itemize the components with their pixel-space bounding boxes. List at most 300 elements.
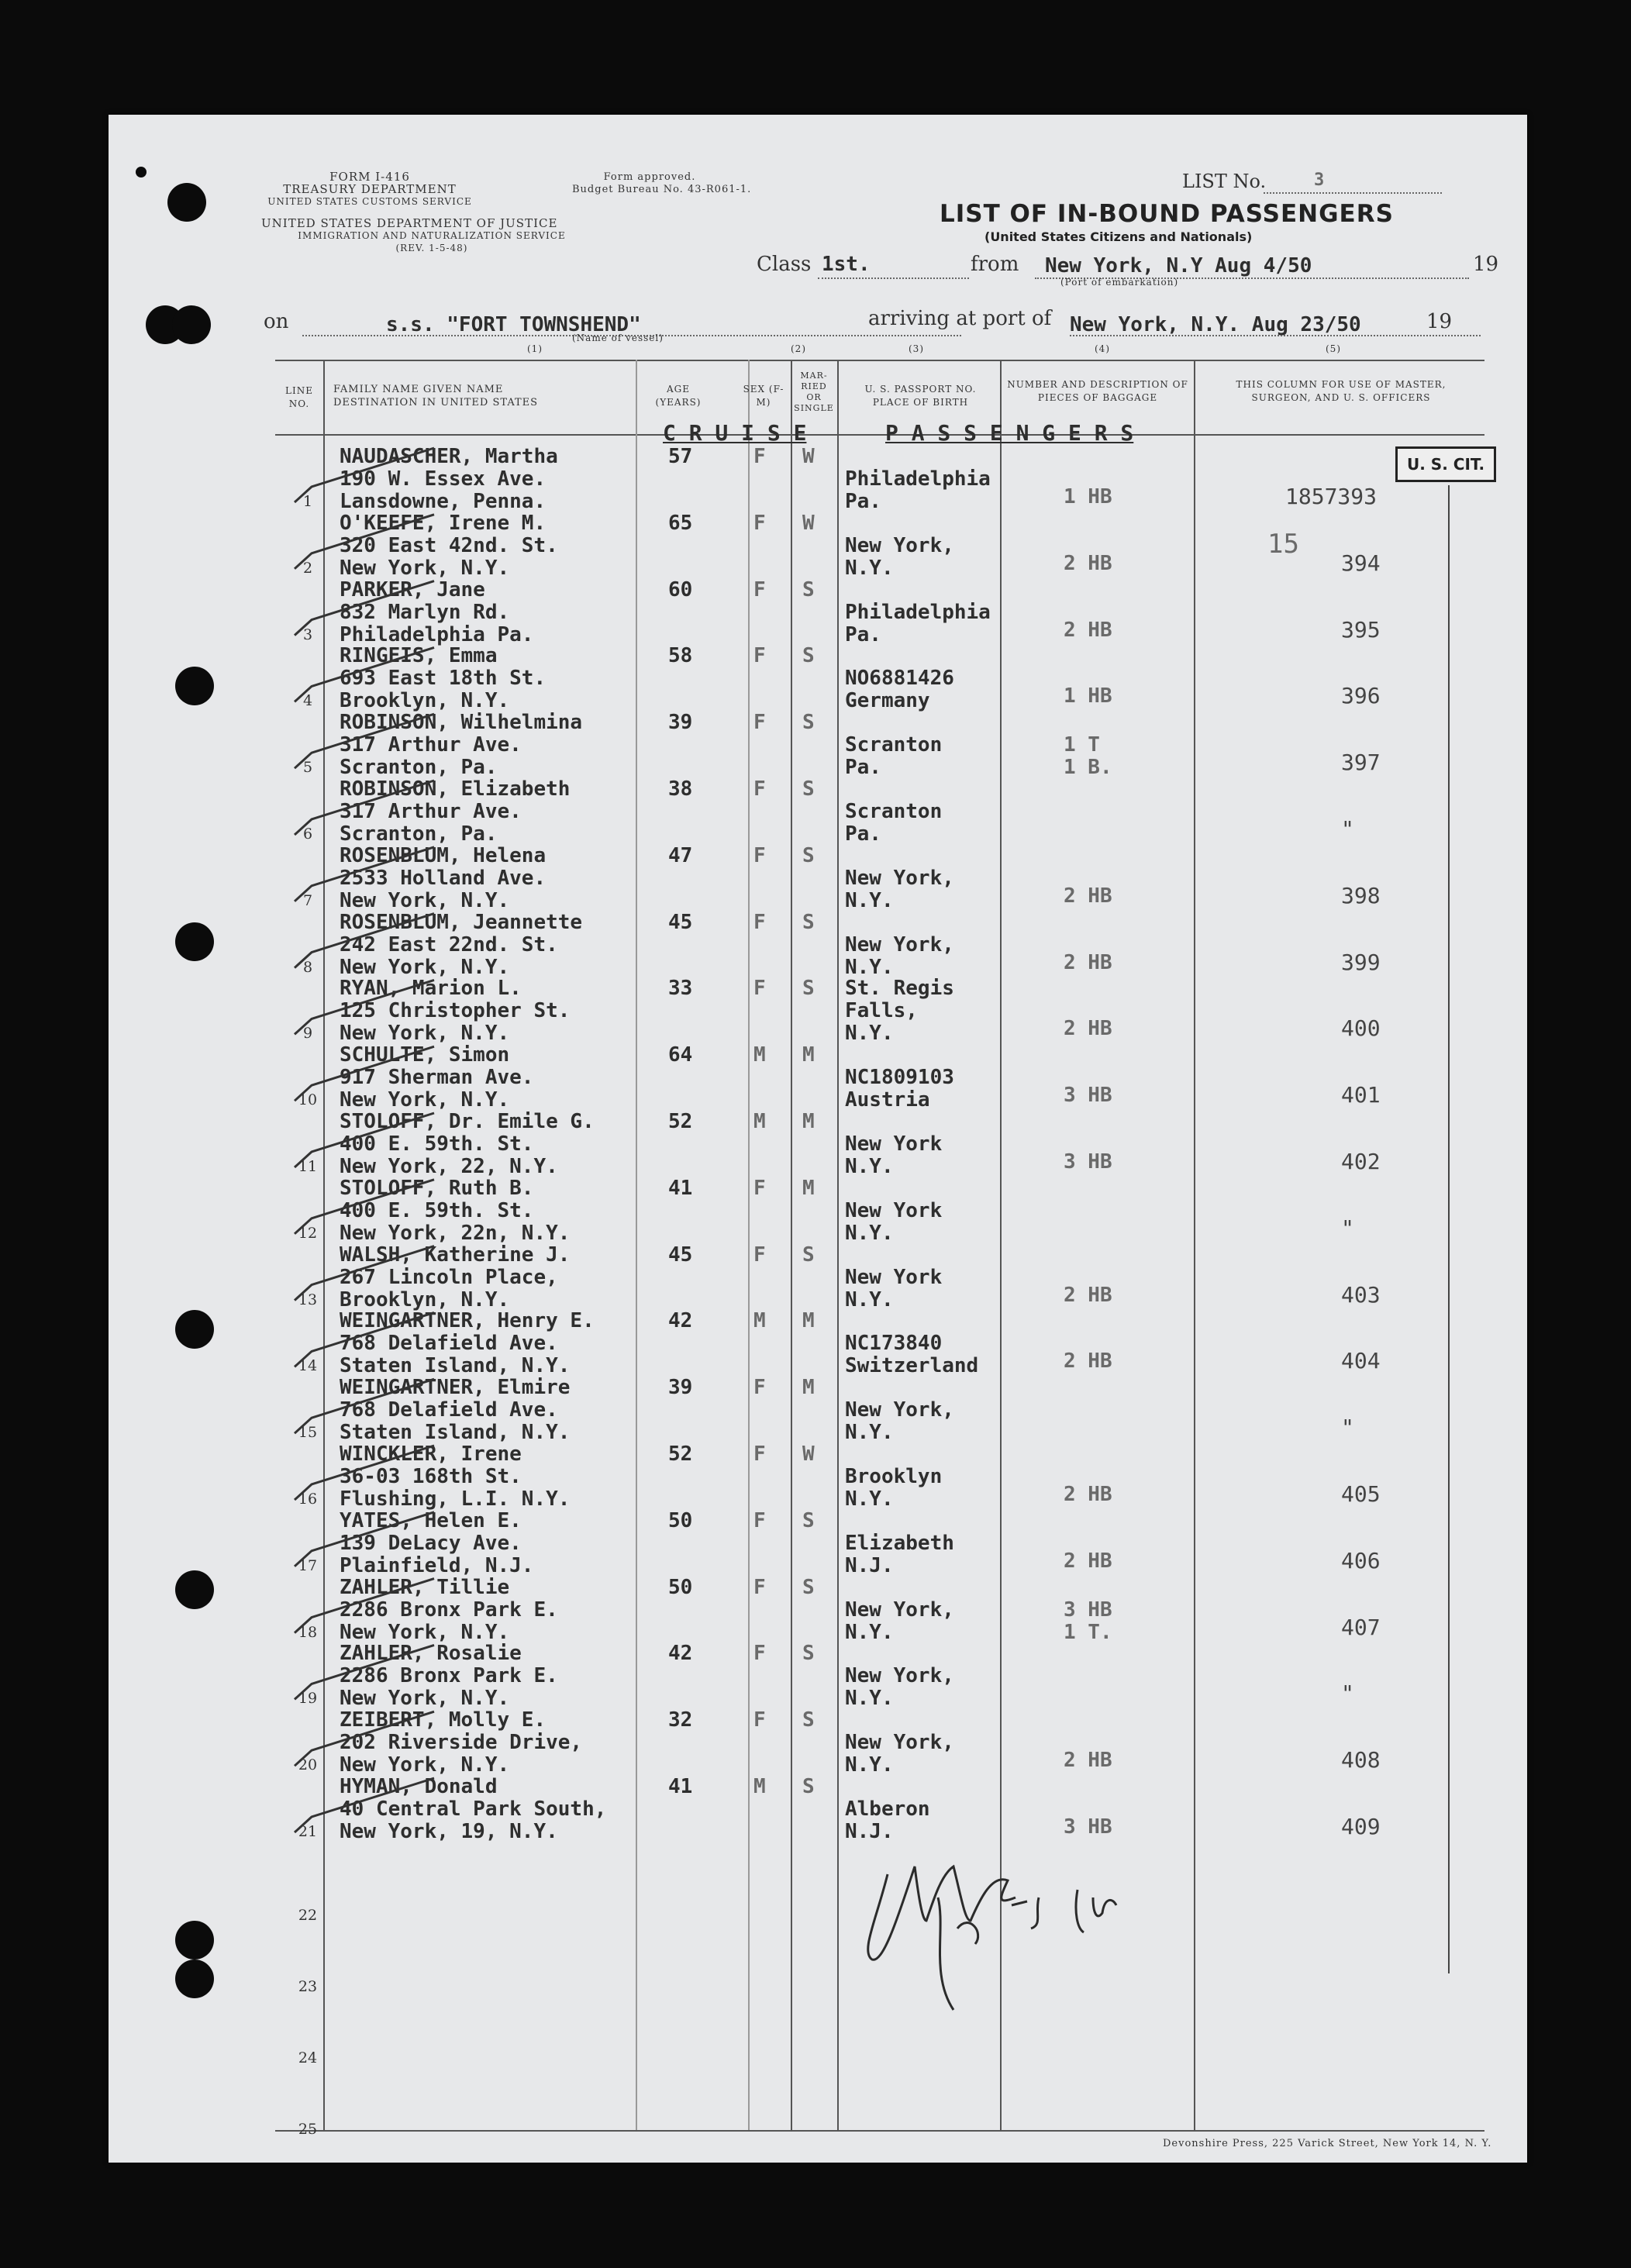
passport-or-birthplace-1: New York, — [845, 932, 954, 956]
passenger-address-2: Staten Island, N.Y. — [340, 1421, 571, 1445]
check-mark — [295, 647, 434, 701]
passport-or-birthplace-2: N.Y. — [845, 1421, 894, 1445]
check-mark — [295, 1113, 434, 1167]
banner-cruise: C R U I S E — [663, 420, 807, 446]
passenger-name: WEINGARTNER, Henry E. — [340, 1309, 595, 1333]
document-subtitle: (United States Citizens and Nationals) — [984, 229, 1253, 244]
passenger-address-2: New York, N.Y. — [340, 888, 510, 912]
baggage-1: 1 T — [1064, 733, 1100, 757]
passenger-address-1: 202 Riverside Drive, — [340, 1731, 583, 1755]
passport-or-birthplace-1: Scranton — [845, 733, 943, 757]
officer-number: 1857393 — [1285, 484, 1378, 509]
baggage-1: 3 HB — [1064, 1150, 1112, 1174]
vessel-caption: (Name of vessel) — [572, 333, 664, 343]
passenger-sex: F — [753, 644, 766, 668]
passenger-address-2: New York, 22, N.Y. — [340, 1155, 558, 1178]
col-married: MAR-RIED OR SINGLE — [794, 371, 834, 413]
check-mark — [295, 1379, 434, 1433]
passenger-sex: M — [753, 1309, 766, 1333]
check-mark — [295, 1512, 434, 1567]
line-number: 17 — [298, 1556, 318, 1574]
passenger-age: 42 — [668, 1309, 693, 1333]
baggage-1: 2 HB — [1064, 1283, 1112, 1307]
approval-2: Budget Bureau No. 43-R061-1. — [572, 184, 752, 195]
check-mark — [295, 1778, 434, 1832]
baggage-2: 1 T. — [1064, 1620, 1112, 1644]
line-number: 9 — [302, 1025, 313, 1043]
passenger-address-1: 36-03 168th St. — [340, 1465, 522, 1488]
passenger-address-1: 317 Arthur Ave. — [340, 733, 522, 757]
baggage-1: 2 HB — [1064, 1349, 1112, 1374]
passenger-sex: F — [753, 511, 766, 535]
line-number: 12 — [298, 1224, 318, 1242]
passenger-age: 42 — [668, 1642, 693, 1666]
passport-or-birthplace-1: New York — [845, 1265, 943, 1289]
passport-or-birthplace-1: NC173840 — [845, 1332, 943, 1356]
check-mark — [295, 1446, 434, 1500]
passenger-address-1: 267 Lincoln Place, — [340, 1265, 558, 1289]
passenger-sex: M — [753, 1043, 766, 1067]
passport-or-birthplace-1: Scranton — [845, 800, 943, 823]
passenger-name: YATES, Helen E. — [340, 1508, 522, 1532]
passport-or-birthplace-2: Austria — [845, 1088, 930, 1112]
passenger-name: PARKER, Jane — [340, 577, 485, 601]
passenger-marital: S — [802, 910, 815, 934]
year-prefix-1: 19 — [1473, 253, 1499, 276]
passport-or-birthplace-1: NC1809103 — [845, 1066, 954, 1090]
passport-or-birthplace-1: New York, — [845, 1398, 954, 1422]
ins-service: IMMIGRATION AND NATURALIZATION SERVICE — [298, 230, 566, 241]
passenger-age: 32 — [668, 1708, 693, 1732]
binder-hole — [167, 183, 206, 222]
passenger-name: WEINGARTNER, Elmire — [340, 1376, 571, 1400]
binder-hole — [175, 1960, 214, 1998]
passenger-name: WINCKLER, Irene — [340, 1442, 522, 1466]
officer-number: 404 — [1341, 1348, 1381, 1374]
passenger-address-1: 400 E. 59th. St. — [340, 1132, 534, 1156]
passenger-address-2: New York, N.Y. — [340, 1022, 510, 1046]
passenger-name: ROBINSON, Elizabeth — [340, 777, 571, 801]
year-prefix-2: 19 — [1426, 310, 1453, 333]
passport-or-birthplace-1: St. Regis — [845, 977, 954, 1001]
passenger-age: 60 — [668, 577, 693, 601]
passenger-marital: W — [802, 511, 815, 535]
col-age: AGE (YEARS) — [655, 384, 702, 408]
form-number: FORM I-416 — [329, 170, 410, 184]
officer-number: " — [1341, 1680, 1354, 1707]
document-title: LIST OF IN-BOUND PASSENGERS — [940, 200, 1394, 228]
baggage-1: 2 HB — [1064, 1017, 1112, 1041]
passport-or-birthplace-1: New York, — [845, 533, 954, 557]
passenger-age: 45 — [668, 1243, 693, 1267]
passenger-marital: S — [802, 1775, 815, 1798]
passenger-marital: S — [802, 777, 815, 801]
customs-service: UNITED STATES CUSTOMS SERVICE — [267, 196, 472, 207]
line-number: 6 — [302, 826, 313, 843]
officer-number: 402 — [1341, 1149, 1381, 1174]
passenger-address-2: Lansdowne, Penna. — [340, 490, 547, 513]
line-number: 13 — [298, 1291, 318, 1308]
line-number: 8 — [302, 958, 313, 976]
line-number: 15 — [298, 1424, 318, 1442]
passport-or-birthplace-1: New York, — [845, 1731, 954, 1755]
officer-number: 405 — [1341, 1481, 1381, 1507]
check-mark — [295, 980, 434, 1034]
line-number: 3 — [302, 626, 313, 643]
passenger-name: ROSENBLUM, Helena — [340, 843, 547, 867]
officer-number: " — [1341, 1215, 1354, 1241]
baggage-1: 1 HB — [1064, 684, 1112, 708]
col-num-4: (4) — [1095, 343, 1110, 354]
check-mark — [295, 1711, 434, 1766]
passenger-age: 41 — [668, 1176, 693, 1200]
passport-or-birthplace-1: New York — [845, 1198, 943, 1222]
passport-or-birthplace-2: Pa. — [845, 822, 881, 846]
officer-number: 400 — [1341, 1015, 1381, 1042]
passenger-name: STOLOFF, Dr. Emile G. — [340, 1110, 595, 1133]
officer-number: 407 — [1341, 1614, 1381, 1640]
passenger-name: ZEIBERT, Molly E. — [340, 1708, 547, 1732]
passenger-address-1: 400 E. 59th. St. — [340, 1198, 534, 1222]
passenger-name: RINGEIS, Emma — [340, 644, 498, 668]
passport-or-birthplace-3: N.Y. — [845, 1022, 894, 1046]
passenger-age: 65 — [668, 511, 693, 535]
passenger-sex: F — [753, 1642, 766, 1666]
ink-overlay — [109, 115, 1527, 2163]
from-label: from — [971, 253, 1019, 276]
passenger-address-1: 139 DeLacy Ave. — [340, 1531, 522, 1555]
justice-dept: UNITED STATES DEPARTMENT OF JUSTICE — [261, 216, 558, 230]
passenger-address-2: New York, N.Y. — [340, 1088, 510, 1112]
passenger-sex: F — [753, 777, 766, 801]
line-number: 4 — [302, 692, 313, 710]
col-baggage: NUMBER AND DESCRIPTION OF PIECES OF BAGGAGE — [1007, 379, 1188, 403]
passport-or-birthplace-1: New York, — [845, 1598, 954, 1622]
col-num-1: (1) — [527, 343, 543, 354]
passenger-address-2: New York, N.Y. — [340, 1687, 510, 1711]
passenger-marital: S — [802, 1243, 815, 1267]
baggage-1: 2 HB — [1064, 618, 1112, 642]
passenger-address-2: Staten Island, N.Y. — [340, 1354, 571, 1378]
officer-number: 397 — [1341, 750, 1381, 776]
binder-hole-small — [136, 167, 147, 178]
binder-hole — [175, 1570, 214, 1609]
passenger-address-1: 317 Arthur Ave. — [340, 800, 522, 823]
col-passport: U. S. PASSPORT NO. PLACE OF BIRTH — [864, 384, 977, 408]
check-mark — [295, 781, 434, 835]
officer-number: 395 — [1341, 616, 1381, 643]
passport-or-birthplace-2: N.Y. — [845, 955, 894, 979]
line-number: 14 — [298, 1357, 318, 1375]
baggage-1: 2 HB — [1064, 1549, 1112, 1573]
passenger-marital: S — [802, 711, 815, 735]
passenger-address-1: 125 Christopher St. — [340, 999, 571, 1023]
passenger-marital: S — [802, 843, 815, 867]
passport-or-birthplace-1: NO6881426 — [845, 667, 954, 691]
passenger-sex: F — [753, 445, 766, 468]
baggage-1: 2 HB — [1064, 884, 1112, 908]
passport-or-birthplace-1: New York, — [845, 866, 954, 890]
list-value: 3 — [1314, 171, 1325, 190]
passenger-age: 41 — [668, 1775, 693, 1798]
passport-or-birthplace-2: N.Y. — [845, 1487, 894, 1511]
binder-hole — [175, 667, 214, 705]
printer-footer: Devonshire Press, 225 Varick Street, New York 14, N. Y. — [1163, 2138, 1492, 2149]
passenger-name: SCHULTE, Simon — [340, 1043, 510, 1067]
passenger-age: 39 — [668, 1376, 693, 1400]
passport-or-birthplace-2: Germany — [845, 689, 930, 713]
passenger-marital: S — [802, 577, 815, 601]
passport-or-birthplace-2: N.Y. — [845, 1620, 894, 1644]
passenger-sex: F — [753, 1176, 766, 1200]
passenger-sex: F — [753, 977, 766, 1001]
passenger-age: 52 — [668, 1442, 693, 1466]
class-value: 1st. — [822, 253, 871, 276]
official-signature — [868, 1866, 1116, 2010]
passenger-name: RYAN, Marion L. — [340, 977, 522, 1001]
port-embark-caption: (Port of embarkation) — [1060, 277, 1179, 288]
passport-or-birthplace-1: New York, — [845, 1664, 954, 1688]
passport-or-birthplace-2: N.J. — [845, 1553, 894, 1577]
approval-1: Form approved. — [603, 171, 696, 183]
passenger-marital: S — [802, 1575, 815, 1599]
col-num-3: (3) — [909, 343, 924, 354]
passport-or-birthplace-1: Philadelphia — [845, 600, 991, 624]
passenger-address-2: Flushing, L.I. N.Y. — [340, 1487, 571, 1511]
passenger-address-1: 832 Marlyn Rd. — [340, 600, 510, 624]
passenger-marital: M — [802, 1376, 815, 1400]
baggage-1: 2 HB — [1064, 1483, 1112, 1506]
binder-hole — [175, 1921, 214, 1960]
passenger-marital: W — [802, 1442, 815, 1466]
line-number: 2 — [302, 559, 313, 577]
baggage-1: 2 HB — [1064, 950, 1112, 974]
officer-number: 394 — [1341, 550, 1381, 576]
banner-passengers: P A S S E N G E R S — [885, 420, 1134, 446]
passenger-sex: F — [753, 577, 766, 601]
officer-number: " — [1341, 816, 1354, 842]
passenger-age: 47 — [668, 843, 693, 867]
officer-number: 399 — [1341, 949, 1381, 975]
passenger-marital: M — [802, 1043, 815, 1067]
passenger-address-1: 2533 Holland Ave. — [340, 866, 547, 890]
binder-hole — [172, 305, 211, 344]
passport-or-birthplace-2: Switzerland — [845, 1354, 979, 1378]
passenger-address-1: 40 Central Park South, — [340, 1798, 607, 1821]
line-number: 23 — [298, 1978, 318, 1995]
check-mark — [295, 448, 434, 502]
vessel-value: s.s. "FORT TOWNSHEND" — [386, 313, 641, 336]
passenger-name: O'KEEFE, Irene M. — [340, 511, 547, 535]
arrival-value: New York, N.Y. Aug 23/50 — [1070, 313, 1361, 336]
line-number: 11 — [298, 1158, 318, 1175]
passenger-marital: W — [802, 445, 815, 468]
col-num-5: (5) — [1326, 343, 1341, 354]
passenger-name: NAUDASCHER, Martha — [340, 445, 558, 468]
passenger-address-2: New York, N.Y. — [340, 1620, 510, 1644]
passenger-address-1: 242 East 22nd. St. — [340, 932, 558, 956]
passenger-name: STOLOFF, Ruth B. — [340, 1176, 534, 1200]
passenger-age: 50 — [668, 1508, 693, 1532]
passport-or-birthplace-1: Philadelphia — [845, 467, 991, 491]
col-sex: SEX (F-M) — [743, 384, 784, 408]
passenger-address-1: 693 East 18th St. — [340, 667, 547, 691]
check-mark — [295, 1246, 434, 1301]
line-number: 16 — [298, 1491, 318, 1508]
passenger-address-1: 2286 Bronx Park E. — [340, 1598, 558, 1622]
line-number: 7 — [302, 891, 313, 909]
page-number: 15 — [1267, 529, 1299, 560]
binder-hole — [175, 1310, 214, 1349]
class-label: Class — [757, 253, 812, 276]
passenger-name: WALSH, Katherine J. — [340, 1243, 571, 1267]
col-name: FAMILY NAME GIVEN NAME DESTINATION IN UNITED STATES — [333, 384, 539, 408]
check-mark — [295, 1180, 434, 1234]
passport-or-birthplace-2: N.Y. — [845, 1287, 894, 1312]
list-label: LIST No. — [1182, 171, 1267, 192]
passenger-age: 38 — [668, 777, 693, 801]
passport-or-birthplace-1: New York — [845, 1132, 943, 1156]
passenger-sex: F — [753, 1708, 766, 1732]
passenger-name: HYMAN, Donald — [340, 1775, 498, 1798]
binder-hole — [175, 922, 214, 961]
baggage-1: 2 HB — [1064, 1749, 1112, 1773]
arriving-label: arriving at port of — [868, 307, 1052, 330]
us-citizen-stamp: U. S. CIT. — [1395, 446, 1496, 482]
passport-or-birthplace-2: N.Y. — [845, 1753, 894, 1777]
line-number: 10 — [298, 1091, 318, 1109]
officer-number: 403 — [1341, 1281, 1381, 1308]
passenger-address-2: New York, N.Y. — [340, 955, 510, 979]
passenger-name: ZAHLER, Rosalie — [340, 1642, 522, 1666]
passenger-address-1: 190 W. Essex Ave. — [340, 467, 547, 491]
passenger-sex: M — [753, 1110, 766, 1133]
baggage-2: 1 B. — [1064, 756, 1112, 780]
passenger-address-2: New York, N.Y. — [340, 1753, 510, 1777]
passenger-address-2: New York, N.Y. — [340, 556, 510, 580]
line-number: 1 — [302, 493, 313, 510]
treasury-dept: TREASURY DEPARTMENT — [283, 182, 457, 196]
passenger-address-1: 917 Sherman Ave. — [340, 1066, 534, 1090]
check-mark — [295, 914, 434, 968]
passport-or-birthplace-2: N.Y. — [845, 556, 894, 580]
passenger-marital: M — [802, 1176, 815, 1200]
baggage-1: 3 HB — [1064, 1598, 1112, 1622]
passenger-marital: M — [802, 1309, 815, 1333]
baggage-1: 1 HB — [1064, 485, 1112, 508]
passenger-address-1: 768 Delafield Ave. — [340, 1398, 558, 1422]
officer-number: 406 — [1341, 1547, 1381, 1573]
line-number: 20 — [298, 1756, 318, 1774]
line-number: 22 — [298, 1907, 318, 1924]
check-mark — [295, 714, 434, 768]
passenger-address-2: New York, 22n, N.Y. — [340, 1221, 571, 1245]
officer-number: 396 — [1341, 683, 1381, 709]
officer-number: 408 — [1341, 1747, 1381, 1773]
check-mark — [295, 1312, 434, 1367]
passport-or-birthplace-2: N.J. — [845, 1820, 894, 1843]
baggage-1: 3 HB — [1064, 1815, 1112, 1839]
passport-or-birthplace-2: Pa. — [845, 490, 881, 513]
col-officers: THIS COLUMN FOR USE OF MASTER, SURGEON, AND U. S. OFFICERS — [1236, 379, 1447, 403]
passport-or-birthplace-2: Pa. — [845, 756, 881, 780]
passenger-address-1: 2286 Bronx Park E. — [340, 1664, 558, 1688]
passenger-address-1: 320 East 42nd. St. — [340, 533, 558, 557]
passenger-address-2: Brooklyn, N.Y. — [340, 689, 510, 713]
passenger-sex: F — [753, 711, 766, 735]
passport-or-birthplace-1: Elizabeth — [845, 1531, 954, 1555]
passenger-age: 64 — [668, 1043, 693, 1067]
passenger-age: 58 — [668, 644, 693, 668]
line-number: 24 — [298, 2049, 318, 2066]
passenger-age: 52 — [668, 1110, 693, 1133]
passport-or-birthplace-2: N.Y. — [845, 888, 894, 912]
from-value: New York, N.Y Aug 4/50 — [1045, 254, 1312, 277]
check-mark — [295, 1046, 434, 1101]
passenger-sex: M — [753, 1775, 766, 1798]
passenger-marital: S — [802, 1708, 815, 1732]
line-number: 25 — [298, 2121, 318, 2138]
passenger-marital: S — [802, 1642, 815, 1666]
passenger-address-2: Plainfield, N.J. — [340, 1553, 534, 1577]
line-number: 19 — [298, 1690, 318, 1708]
col-num-2: (2) — [791, 343, 806, 354]
passport-or-birthplace-2: N.Y. — [845, 1687, 894, 1711]
passenger-age: 39 — [668, 711, 693, 735]
passport-or-birthplace-1: Brooklyn — [845, 1465, 943, 1488]
passenger-marital: S — [802, 977, 815, 1001]
passenger-sex: F — [753, 1508, 766, 1532]
passenger-marital: S — [802, 1508, 815, 1532]
passenger-sex: F — [753, 910, 766, 934]
col-line-no: LINE NO. — [285, 385, 313, 409]
officer-number: 398 — [1341, 882, 1381, 908]
passenger-age: 50 — [668, 1575, 693, 1599]
check-mark — [295, 515, 434, 569]
passenger-sex: F — [753, 1376, 766, 1400]
manifest-page — [109, 115, 1527, 2163]
passenger-address-1: 768 Delafield Ave. — [340, 1332, 558, 1356]
passenger-address-2: New York, 19, N.Y. — [340, 1820, 558, 1843]
passenger-marital: S — [802, 644, 815, 668]
passenger-sex: F — [753, 1243, 766, 1267]
passenger-age: 45 — [668, 910, 693, 934]
officer-number: 401 — [1341, 1082, 1381, 1108]
officer-number: " — [1341, 1415, 1354, 1441]
passenger-address-2: Scranton, Pa. — [340, 822, 498, 846]
passport-or-birthplace-1: Alberon — [845, 1798, 930, 1821]
check-mark — [295, 847, 434, 901]
officer-number: 409 — [1341, 1814, 1381, 1839]
revision: (REV. 1-5-48) — [395, 243, 468, 253]
line-number: 18 — [298, 1623, 318, 1641]
check-mark — [295, 581, 434, 636]
passenger-sex: F — [753, 1442, 766, 1466]
baggage-1: 3 HB — [1064, 1084, 1112, 1108]
on-label: on — [264, 310, 289, 333]
passenger-age: 57 — [668, 445, 693, 468]
check-mark — [295, 1579, 434, 1633]
passenger-address-2: Scranton, Pa. — [340, 756, 498, 780]
passenger-sex: F — [753, 843, 766, 867]
passport-or-birthplace-2: Falls, — [845, 999, 918, 1023]
passenger-age: 33 — [668, 977, 693, 1001]
baggage-1: 2 HB — [1064, 551, 1112, 575]
passenger-address-2: Brooklyn, N.Y. — [340, 1287, 510, 1312]
passenger-name: ROSENBLUM, Jeannette — [340, 910, 583, 934]
passenger-sex: F — [753, 1575, 766, 1599]
passenger-name: ROBINSON, Wilhelmina — [340, 711, 583, 735]
